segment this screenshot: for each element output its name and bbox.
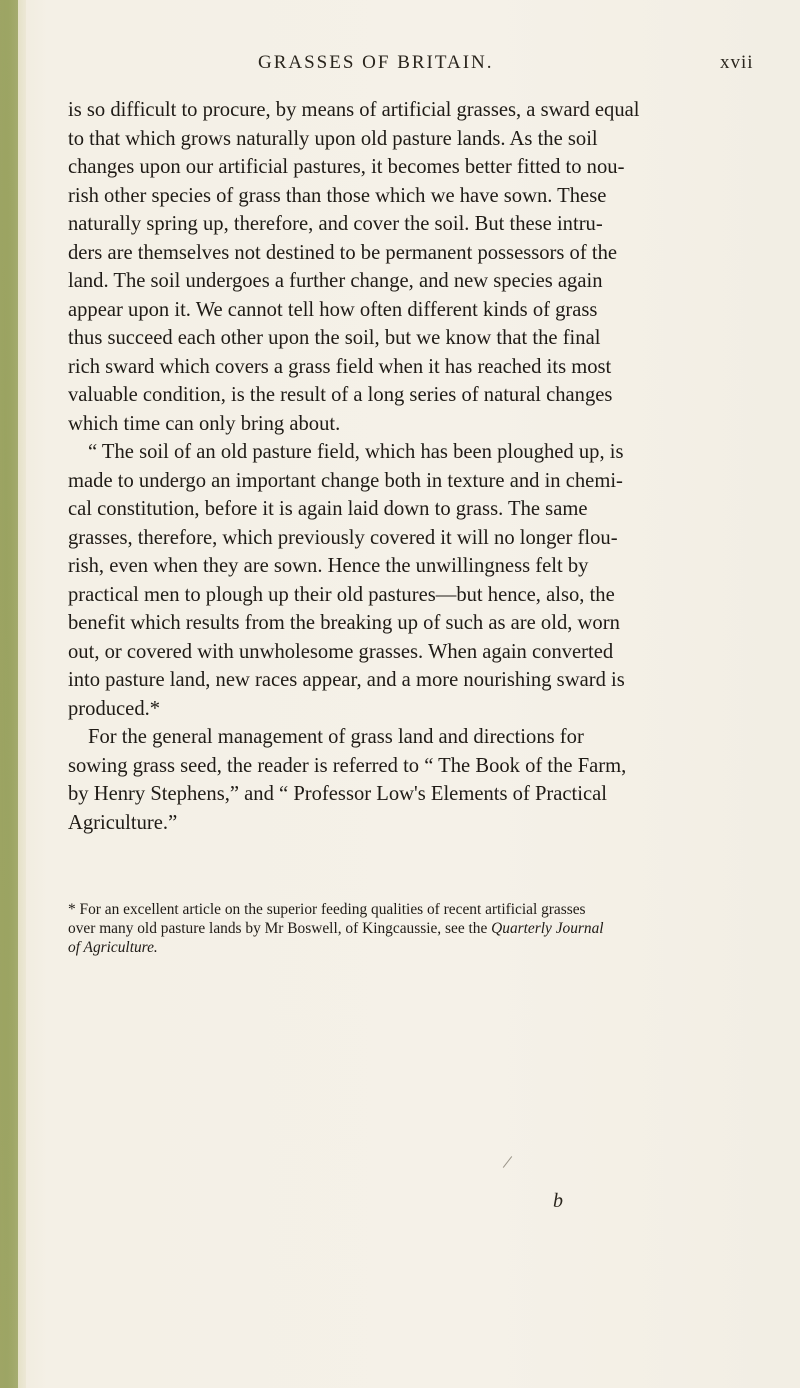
body-text [68,96,754,837]
footnote [68,900,754,957]
page-number: xvii [720,52,754,73]
running-title: GRASSES OF BRITAIN. [258,52,494,73]
pencil-mark [503,1156,512,1168]
paragraph-continuation: is so difficult to procure, by means of artificial grasses, a sward equal to that which grows naturally upon old pasture lands. As the soil changes upon our artificial pastures, it becomes better fitted to nou- rish other species of grass than those which we have sown. These naturally spring up, therefore, and cover the soil. But these intru- ders are themselves not destined to be permanent possessors of the land. The soil undergoes a further change, and new species again appear upon it. We cannot tell how often different kinds of grass thus succeed each other upon the soil, but we know that the final rich sward which covers a grass field when it has reached its most valuable condition, is the result of a long series of natural changes which time can only bring about. [68,99,640,435]
signature-mark: b [553,1190,563,1212]
page-foxing-spots [0,0,18,1388]
paragraph-references: For the general management of grass land and directions for sowing grass seed, the reader is referred to “ The Book of the Farm, by Henry Stephens,” and “ Professor Low's Elements of Practical Agriculture.” [68,726,627,834]
footnote-text: * For an excellent article on the superior feeding qualities of recent artificial grasses over many old pasture lands by Mr Boswell, of Kingcaussie, see the [68,901,586,937]
running-head [0,52,800,82]
footnote-journal-title: Quarterly Journal of Agriculture. [68,920,604,956]
paragraph-quotation: “ The soil of an old pasture field, which has been ploughed up, is made to undergo an important change both in texture and in chemi- cal constitution, before it is again laid down to grass. The same grasses, therefore, which previously covered it will no longer flou- rish, even when they are sown. Hence the unwillingness felt by practical men to plough up their old pastures—but hence, also, the benefit which results from the breaking up of such as are old, worn out, or covered with unwholesome grasses. When again converted into pasture land, new races appear, and a more nourishing sward is produced.* [68,441,625,720]
